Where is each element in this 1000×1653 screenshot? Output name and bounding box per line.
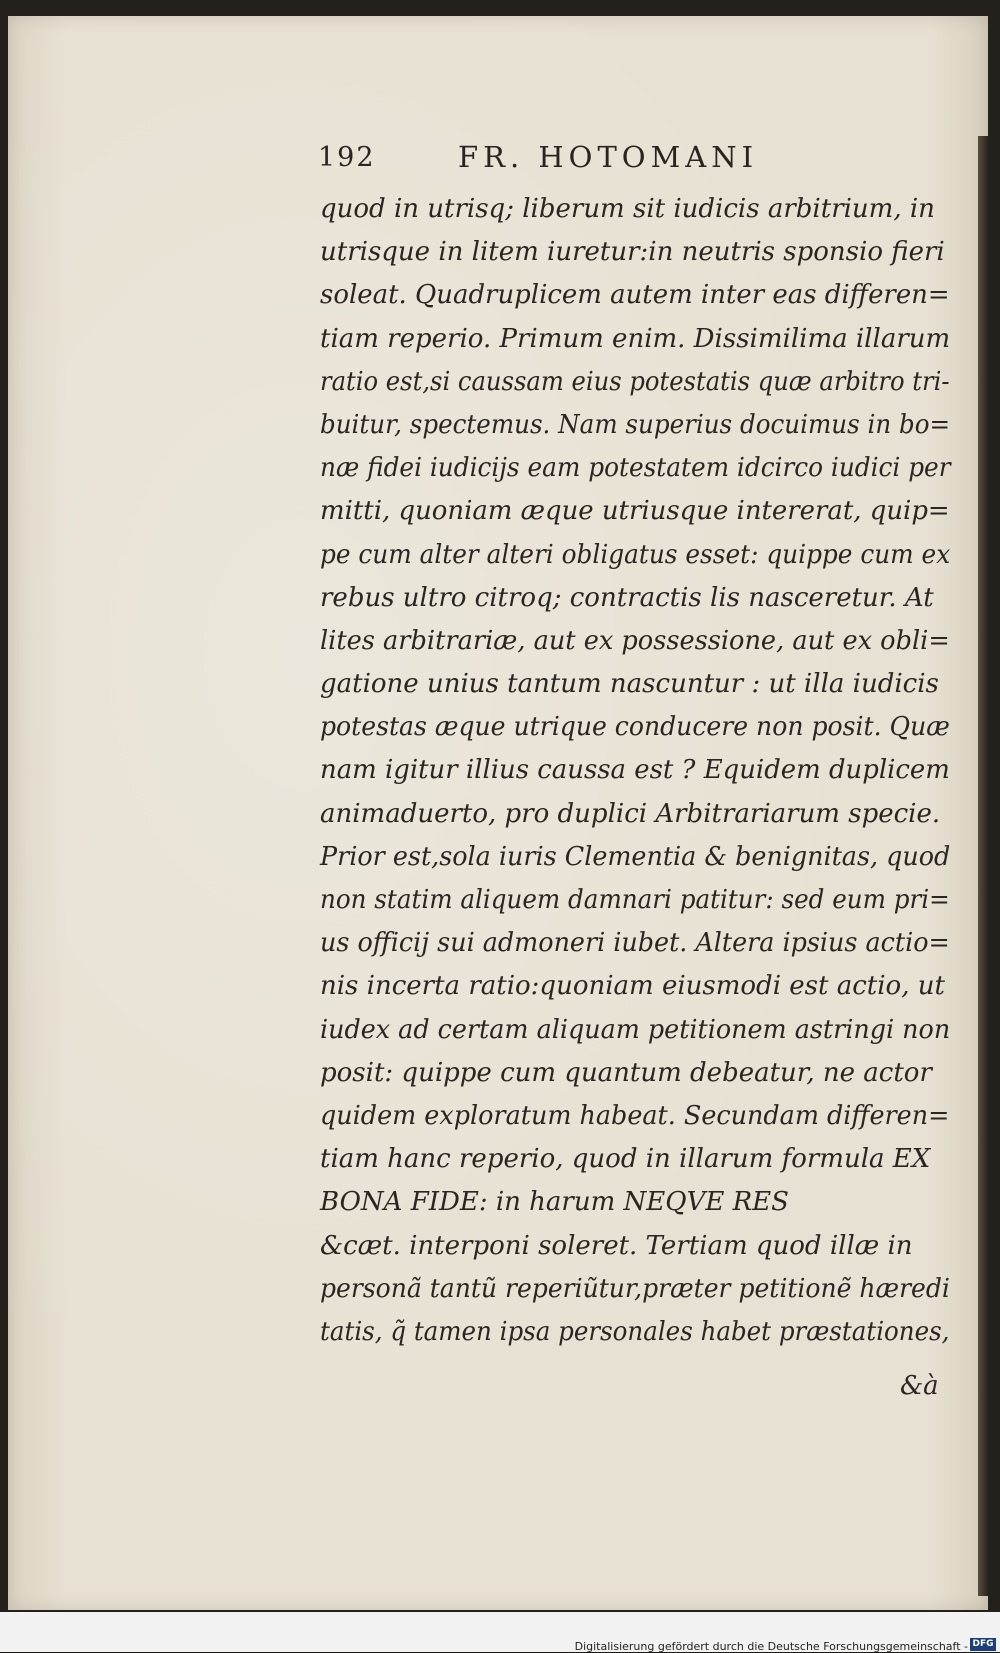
text-line: tiam reperio. Primum enim. Dissimilima illarum: [320, 323, 951, 354]
text-line: personã tantũ reperiũtur,præter petitionẽ hæredi: [320, 1273, 950, 1304]
text-line: tatis, q̃ tamen ipsa personales habet præstationes,: [320, 1316, 950, 1347]
text-line: us officij sui admoneri iubet. Altera ipsius actio=: [320, 928, 950, 959]
page-edge-shadow: [978, 136, 988, 1596]
text-line: lites arbitrariæ, aut ex possessione, aut ex obli=: [320, 625, 950, 656]
running-title: FR. HOTOMANI: [458, 140, 759, 174]
text-line: soleat. Quadruplicem autem inter eas differen=: [320, 280, 950, 311]
text-line: utrisque in litem iuretur:in neutris sponsio fieri: [320, 237, 945, 268]
text-line: animaduerto, pro duplici Arbitrariarum specie.: [320, 798, 941, 829]
text-line: buitur, spectemus. Nam superius docuimus in bo=: [320, 409, 951, 440]
text-line: potestas æque utrique conducere non posit. Quæ: [320, 712, 950, 743]
text-line: quidem exploratum habeat. Secundam differen=: [320, 1100, 950, 1131]
funding-credit: Digitalisierung gefördert durch die Deutsche Forschungsgemeinschaft -: [574, 1640, 968, 1653]
text-line: iudex ad certam aliquam petitionem astringi non: [320, 1014, 951, 1045]
page-number: 192: [318, 142, 376, 173]
text-line: BONA FIDE: in harum NEQVE RES: [320, 1187, 789, 1218]
text-line: rebus ultro citroq; contractis lis nasceretur. At: [320, 582, 934, 613]
text-line: ratio est,si caussam eius potestatis quæ arbitro tri-: [320, 366, 950, 397]
catchword: &à: [900, 1371, 939, 1401]
text-block: [320, 188, 960, 1354]
text-line: quod in utrisq; liberum sit iudicis arbitrium, in: [320, 194, 935, 224]
text-line: pe cum alter alteri obligatus esset: quippe cum ex: [320, 539, 951, 570]
text-line: posit: quippe cum quantum debeatur, ne actor: [320, 1057, 932, 1088]
page-header: [318, 138, 938, 186]
text-line: nam igitur illius caussa est ? Equidem duplicem: [320, 755, 950, 786]
text-line: gatione unius tantum nascuntur : ut illa iudicis: [320, 669, 939, 700]
dfg-logo: DFG: [970, 1638, 996, 1651]
text-line: &cæt. interponi soleret. Tertiam quod illæ in: [320, 1230, 913, 1261]
text-line: næ fidei iudicijs eam potestatem idcirco iudici per: [320, 453, 951, 484]
text-line: non statim aliquem damnari patitur: sed eum pri=: [320, 885, 950, 915]
text-line: Prior est,sola iuris Clementia & benignitas, quod: [320, 841, 951, 872]
text-line: tiam hanc reperio, quod in illarum formula EX: [320, 1144, 931, 1175]
text-line: mitti, quoniam æque utriusque intererat, quip=: [320, 496, 950, 527]
text-line: nis incerta ratio:quoniam eiusmodi est actio, ut: [320, 971, 945, 1002]
